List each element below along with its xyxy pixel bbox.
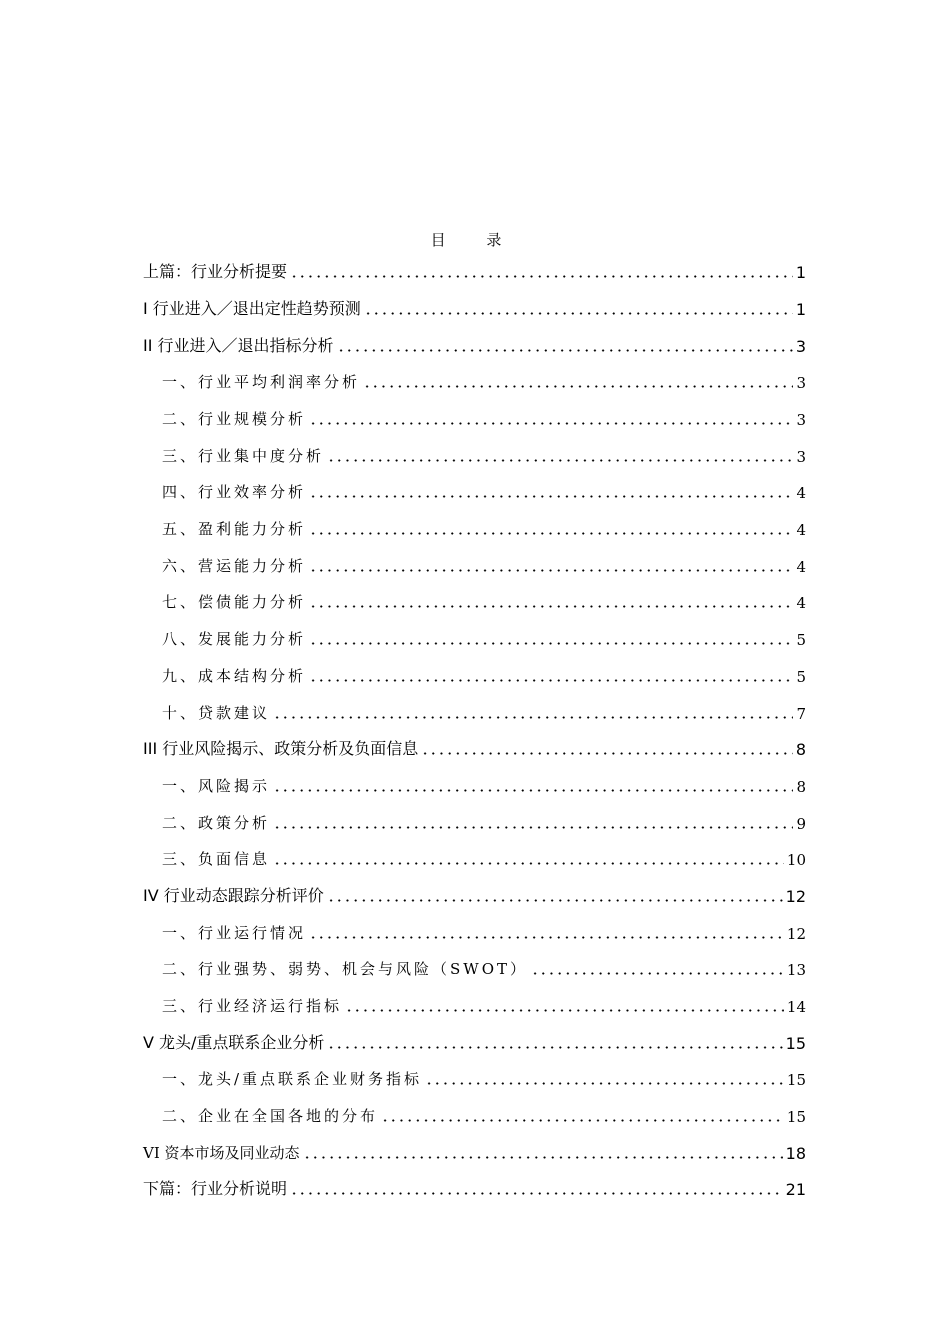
toc-entry[interactable] <box>143 729 806 759</box>
toc-dot-leader <box>273 789 793 792</box>
toc-entry-page: 8 <box>796 778 806 796</box>
toc-entry-text: 一、行业平均利润率分析 <box>162 373 361 391</box>
toc-entry-page: 5 <box>796 668 806 686</box>
toc-dot-leader <box>309 679 793 682</box>
toc-dot-leader <box>309 422 793 425</box>
toc-entry[interactable] <box>162 803 806 833</box>
toc-entry[interactable] <box>143 1023 806 1053</box>
toc-entry[interactable] <box>162 582 806 612</box>
toc-entry-page: 3 <box>796 374 806 392</box>
toc-entry-text: 八、发展能力分析 <box>162 630 307 648</box>
toc-entry-text: II 行业进入／退出指标分析 <box>143 336 334 355</box>
toc-dot-leader <box>425 1082 784 1085</box>
toc-entry-text: 一、行业运行情况 <box>162 924 307 942</box>
toc-entry-text: 七、偿债能力分析 <box>162 593 307 611</box>
toc-entry-text: IV 行业动态跟踪分析评价 <box>143 886 324 905</box>
toc-entry-page: 1 <box>795 300 806 319</box>
toc-dot-leader <box>337 349 793 352</box>
toc-dot-leader <box>309 936 784 939</box>
toc-entry-text: 四、行业效率分析 <box>162 483 307 501</box>
toc-entry-page: 3 <box>796 411 806 429</box>
toc-entry-page: 18 <box>785 1144 806 1163</box>
toc-entry[interactable] <box>162 472 806 502</box>
toc-dot-leader <box>303 1156 783 1159</box>
toc-entry-page: 8 <box>795 740 806 759</box>
toc-entry-page: 4 <box>796 484 806 502</box>
toc-dot-leader <box>327 459 793 462</box>
toc-dot-leader <box>381 1119 784 1122</box>
toc-dot-leader <box>531 972 784 975</box>
toc-entry[interactable] <box>162 399 806 429</box>
toc-dot-leader <box>309 495 793 498</box>
toc-entry-page: 14 <box>786 998 806 1016</box>
toc-dot-leader <box>345 1009 784 1012</box>
toc-entry-text: 九、成本结构分析 <box>162 667 307 685</box>
toc-entry-text: 六、营运能力分析 <box>162 557 307 575</box>
toc-dot-leader <box>309 642 793 645</box>
toc-entry[interactable] <box>143 876 806 906</box>
toc-entry[interactable] <box>162 949 806 979</box>
toc-dot-leader <box>273 716 793 719</box>
toc-entry[interactable] <box>162 656 806 686</box>
toc-entry[interactable] <box>162 546 806 576</box>
toc-entry-text: 二、企业在全国各地的分布 <box>162 1107 379 1125</box>
toc-dot-leader <box>273 826 793 829</box>
toc-entry-page: 9 <box>796 815 806 833</box>
toc-dot-leader <box>327 1046 782 1049</box>
toc-entry-page: 3 <box>796 448 806 466</box>
toc-dot-leader <box>290 275 793 278</box>
toc-entry-text: 一、龙头/重点联系企业财务指标 <box>162 1070 423 1088</box>
toc-entry-text: 三、行业集中度分析 <box>162 447 325 465</box>
toc-entry-page: 3 <box>795 337 806 356</box>
toc-entry-page: 4 <box>796 594 806 612</box>
toc-entry-page: 15 <box>786 1108 806 1126</box>
toc-entry-text: III 行业风险揭示、政策分析及负面信息 <box>143 739 419 758</box>
toc-entry-page: 10 <box>786 851 806 869</box>
toc-entry[interactable] <box>162 693 806 723</box>
toc-entry-text: 一、风险揭示 <box>162 777 271 795</box>
toc-entry-page: 1 <box>795 263 806 282</box>
toc-dot-leader <box>421 752 793 755</box>
toc-entry-text: VI 资本市场及同业动态 <box>143 1144 300 1162</box>
toc-entry-text: 三、负面信息 <box>162 850 271 868</box>
toc-entry[interactable] <box>162 766 806 796</box>
toc-entry[interactable] <box>162 1096 806 1126</box>
toc-entry-text: 二、政策分析 <box>162 814 271 832</box>
toc-entry[interactable] <box>162 986 806 1016</box>
toc-dot-leader <box>327 899 783 902</box>
toc-entry-page: 5 <box>796 631 806 649</box>
toc-entry-text: 十、贷款建议 <box>162 704 271 722</box>
toc-entry-page: 4 <box>796 521 806 539</box>
toc-entry-page: 4 <box>796 558 806 576</box>
toc-dot-leader <box>363 385 793 388</box>
toc-entry[interactable] <box>162 362 806 392</box>
toc-entry-text: I 行业进入／退出定性趋势预测 <box>143 299 361 318</box>
toc-dot-leader <box>364 312 793 315</box>
toc-entry-page: 12 <box>785 887 806 906</box>
toc-entry-text: 三、行业经济运行指标 <box>162 997 343 1015</box>
toc-entry[interactable] <box>162 1059 806 1089</box>
toc-entry-page: 12 <box>786 925 806 943</box>
page-title: 目 录 <box>430 231 520 249</box>
toc-entry-page: 21 <box>785 1180 806 1199</box>
toc-entry-text: 二、行业强势、弱势、机会与风险（SWOT） <box>162 960 528 978</box>
toc-entry-page: 15 <box>786 1071 806 1089</box>
toc-entry-page: 15 <box>785 1034 806 1053</box>
toc-entry-text: 上篇：行业分析提要 <box>143 262 288 281</box>
toc-entry[interactable] <box>162 436 806 466</box>
toc-entry[interactable] <box>143 252 806 282</box>
toc-dot-leader <box>290 1192 783 1195</box>
toc-entry[interactable] <box>143 289 806 319</box>
toc-entry-text: V 龙头/重点联系企业分析 <box>143 1033 325 1052</box>
toc-dot-leader <box>309 532 793 535</box>
toc-entry[interactable] <box>143 326 806 356</box>
toc-entry[interactable] <box>162 913 806 943</box>
toc-entry[interactable] <box>162 839 806 869</box>
toc-entry[interactable] <box>162 509 806 539</box>
toc-entry[interactable] <box>143 1133 806 1163</box>
toc-entry-text: 二、行业规模分析 <box>162 410 307 428</box>
toc-entry-text: 五、盈利能力分析 <box>162 520 307 538</box>
toc-dot-leader <box>309 605 793 608</box>
toc-entry[interactable] <box>162 619 806 649</box>
toc-dot-leader <box>273 862 784 865</box>
toc-dot-leader <box>309 569 793 572</box>
toc-entry-text: 下篇：行业分析说明 <box>143 1179 288 1198</box>
toc-entry-page: 13 <box>786 961 806 979</box>
toc-entry[interactable] <box>143 1169 806 1199</box>
toc-entry-page: 7 <box>796 705 806 723</box>
